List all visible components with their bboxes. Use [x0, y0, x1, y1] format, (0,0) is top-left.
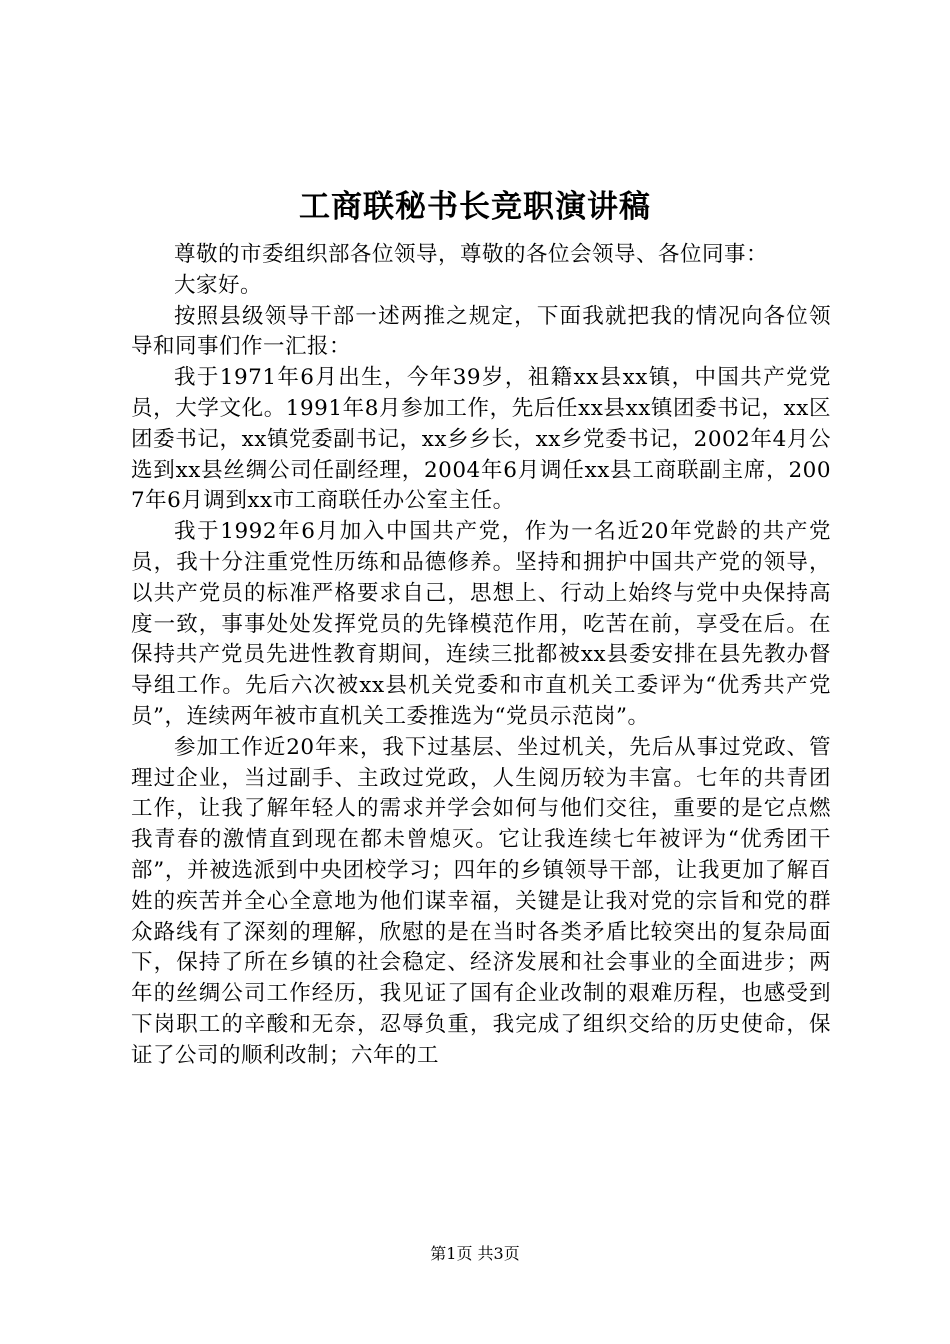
party-membership-paragraph: 我于1992年6月加入中国共产党，作为一名近20年党龄的共产党员，我十分注重党性历练和品德修养。坚持和拥护中国共产党的领导，以共产党员的标准严格要求自己，思想上、行动上始终与党中央保持高度一致，事事处处发挥党员的先锋模范作用，吃苦在前，享受在后。在保持共产党员先进性教育期间，连续三批都被xx县委安排在县先教办督导组工作。先后六次被xx县机关党委和市直机关工委评为“优秀共产党员”，连续两年被市直机关工委推选为“党员示范岗”。: [131, 519, 831, 729]
intro-paragraph: 按照县级领导干部一述两推之规定，下面我就把我的情况向各位领导和同事们作一汇报：: [131, 303, 831, 360]
document-title: 工商联秘书长竞职演讲稿: [299, 189, 651, 225]
greeting-paragraph: 大家好。: [174, 272, 263, 298]
document-body: [131, 240, 831, 1072]
salutation-paragraph: 尊敬的市委组织部各位领导，尊敬的各位会领导、各位同事：: [174, 242, 769, 267]
work-experience-paragraph: 参加工作近20年来，我下过基层、坐过机关，先后从事过党政、管理过企业，当过副手、主政过党政，人生阅历较为丰富。七年的共青团工作，让我了解年轻人的需求并学会如何与他们交往，重要的是它点燃我青春的激情直到现在都未曾熄灭。它让我连续七年被评为“优秀团干部”，并被选派到中央团校学习；四年的乡镇领导干部，让我更加了解百姓的疾苦并全心全意地为他们谋幸福，关键是让我对党的宗旨和党的群众路线有了深刻的理解，欣慰的是在当时各类矛盾比较突出的复杂局面下，保持了所在乡镇的社会稳定、经济发展和社会事业的全面进步；两年的丝绸公司工作经历，我见证了国有企业改制的艰难历程，也感受到下岗职工的辛酸和无奈，忍辱负重，我完成了组织交给的历史使命，保证了公司的顺利改制；六年的工: [131, 734, 831, 1068]
biography-paragraph: 我于1971年6月出生，今年39岁，祖籍xx县xx镇，中国共产党党员，大学文化。1991年8月参加工作，先后任xx县xx镇团委书记，xx区团委书记，xx镇党委副书记，xx乡乡长，xx乡党委书记，2002年4月公选到xx县丝绸公司任副经理，2004年6月调任xx县工商联副主席，2007年6月调到xx市工商联任办公室主任。: [131, 365, 831, 514]
page-number-footer: 第1页 共3页: [430, 1244, 520, 1263]
